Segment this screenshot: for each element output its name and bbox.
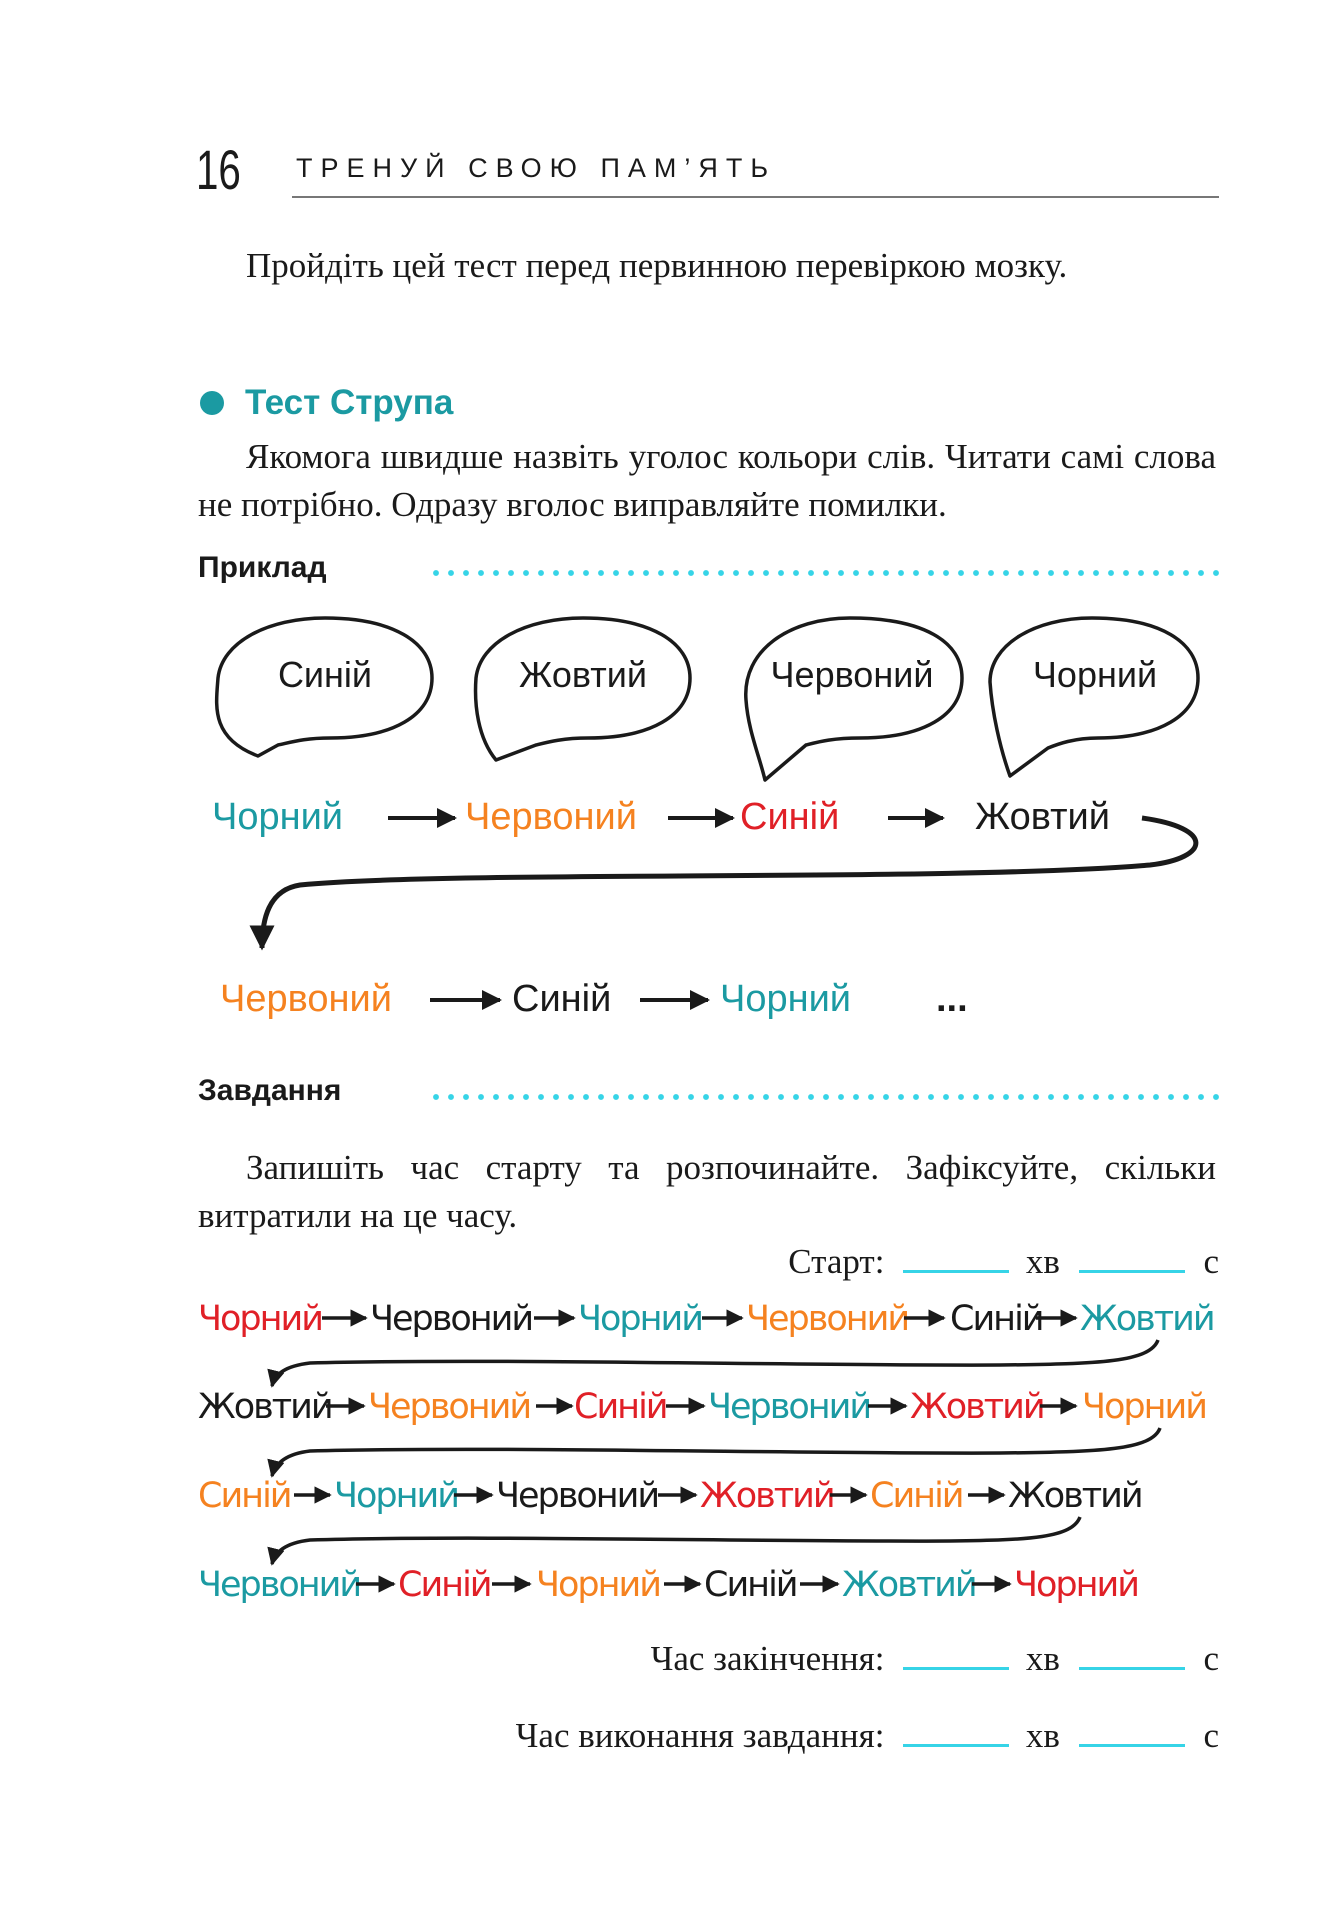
task-word: Жовтий bbox=[198, 1387, 332, 1427]
example-word: Червоний bbox=[220, 978, 392, 1020]
example-word: Червоний bbox=[465, 796, 637, 838]
minutes-unit: хв bbox=[1025, 1242, 1060, 1281]
task-word: Чорний bbox=[334, 1476, 459, 1516]
task-word: Червоний bbox=[746, 1299, 909, 1339]
header-rule bbox=[292, 196, 1219, 198]
task-heading: Завдання bbox=[198, 1074, 342, 1107]
task-word: Червоний bbox=[370, 1299, 533, 1339]
start-time-field bbox=[788, 1244, 1219, 1279]
example-dotted-rule bbox=[432, 568, 1222, 578]
end-seconds-blank[interactable] bbox=[1079, 1667, 1185, 1670]
end-time-field bbox=[651, 1641, 1219, 1676]
task-word: Червоний bbox=[496, 1476, 659, 1516]
section-instructions: Якомога швидше назвіть уголос кольори слів. Читати самі слова не потрібно. Одразу вголос виправляйте помилки. bbox=[198, 437, 1216, 524]
bubble-text-1: Синій bbox=[277, 654, 373, 695]
page-number: 16 bbox=[196, 138, 241, 201]
task-word: Чорний bbox=[1082, 1387, 1207, 1427]
task-word: Синій bbox=[704, 1565, 797, 1605]
task-word: Синій bbox=[398, 1565, 491, 1605]
running-head: ТРЕНУЙ СВОЮ ПАМ’ЯТЬ bbox=[296, 153, 777, 183]
speech-bubble-3 bbox=[746, 618, 962, 780]
example-word: Чорний bbox=[720, 978, 852, 1020]
bubble-text-3: Червоний bbox=[770, 654, 934, 695]
task-word: Чорний bbox=[198, 1299, 323, 1339]
example-arrows bbox=[0, 780, 1339, 1040]
task-word: Червоний bbox=[198, 1565, 361, 1605]
speech-bubbles bbox=[0, 600, 1339, 800]
start-seconds-blank[interactable] bbox=[1079, 1270, 1185, 1273]
end-minutes-blank[interactable] bbox=[903, 1667, 1009, 1670]
example-heading: Приклад bbox=[198, 551, 327, 584]
speech-bubble-4 bbox=[990, 618, 1198, 776]
task-word: Жовтий bbox=[1008, 1476, 1142, 1516]
intro-text: Пройдіть цей тест перед первинною перевіркою мозку. bbox=[246, 246, 1068, 285]
example-word: Синій bbox=[740, 796, 840, 838]
task-word: Жовтий bbox=[700, 1476, 834, 1516]
example-word: Жовтий bbox=[975, 796, 1111, 838]
seconds-unit: с bbox=[1203, 1716, 1219, 1755]
task-word: Чорний bbox=[536, 1565, 661, 1605]
minutes-unit: хв bbox=[1025, 1639, 1060, 1678]
duration-field bbox=[516, 1718, 1219, 1753]
bubble-text-4: Чорний bbox=[1032, 654, 1158, 695]
return-arrow-icon bbox=[262, 818, 1196, 948]
task-dotted-rule bbox=[432, 1092, 1222, 1102]
task-word: Жовтий bbox=[1080, 1299, 1214, 1339]
minutes-unit: хв bbox=[1025, 1716, 1060, 1755]
task-word: Червоний bbox=[708, 1387, 871, 1427]
return-arrow-icon bbox=[272, 1517, 1080, 1564]
section-bullet-icon bbox=[200, 391, 224, 415]
task-word: Чорний bbox=[578, 1299, 703, 1339]
task-word: Синій bbox=[950, 1299, 1043, 1339]
task-word: Синій bbox=[198, 1476, 291, 1516]
task-word: Синій bbox=[870, 1476, 963, 1516]
task-instructions: Запишіть час старту та розпочинайте. Зафіксуйте, скільки витратили на це часу. bbox=[198, 1148, 1216, 1235]
return-arrow-icon bbox=[272, 1428, 1160, 1476]
end-label: Час закінчення: bbox=[650, 1639, 885, 1678]
task-word: Жовтий bbox=[842, 1565, 976, 1605]
task-word: Чорний bbox=[1014, 1565, 1139, 1605]
example-word: Чорний bbox=[212, 796, 344, 838]
duration-minutes-blank[interactable] bbox=[903, 1744, 1009, 1747]
start-label: Старт: bbox=[788, 1242, 885, 1281]
return-arrow-icon bbox=[272, 1340, 1158, 1386]
task-word: Червоний bbox=[368, 1387, 531, 1427]
seconds-unit: с bbox=[1203, 1242, 1219, 1281]
start-minutes-blank[interactable] bbox=[903, 1270, 1009, 1273]
example-word: Синій bbox=[512, 978, 612, 1020]
task-word: Жовтий bbox=[910, 1387, 1044, 1427]
bubble-text-2: Жовтий bbox=[519, 654, 647, 695]
example-ellipsis: ... bbox=[936, 978, 968, 1020]
task-arrows bbox=[0, 1290, 1339, 1620]
duration-label: Час виконання завдання: bbox=[515, 1716, 885, 1755]
seconds-unit: с bbox=[1203, 1639, 1219, 1678]
section-title: Тест Струпа bbox=[245, 383, 454, 422]
task-word: Синій bbox=[574, 1387, 667, 1427]
duration-seconds-blank[interactable] bbox=[1079, 1744, 1185, 1747]
